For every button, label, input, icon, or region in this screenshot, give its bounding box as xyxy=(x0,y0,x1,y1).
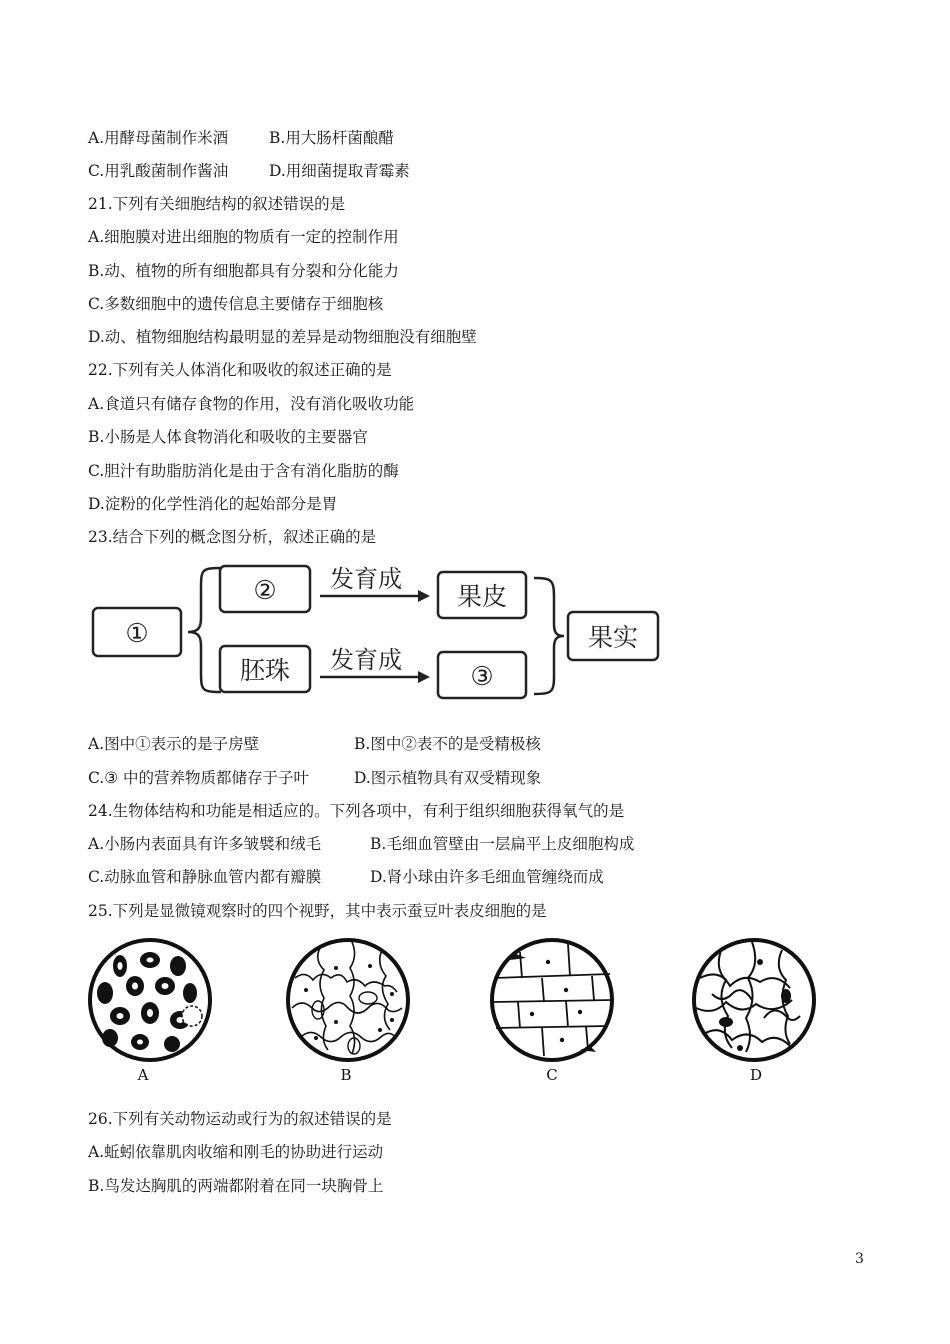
q22-option-a: A.食道只有储存食物的作用，没有消化吸收功能 xyxy=(88,395,415,413)
option-b: B.用大肠杆菌酿醋 xyxy=(269,129,394,147)
arrow-label-top: 发育成 xyxy=(330,565,402,593)
view-a-blood-cells xyxy=(90,940,210,1060)
ovule-label: 胚珠 xyxy=(239,656,291,685)
option-b: B.图中②表不的是受精极核 xyxy=(354,735,541,753)
view-a-label: A xyxy=(137,1066,149,1084)
node-1-label: ① xyxy=(125,619,149,649)
q21-option-c: C.多数细胞中的遗传信息主要储存于细胞核 xyxy=(88,295,384,313)
view-d-label: D xyxy=(749,1066,763,1084)
concept-map-diagram xyxy=(88,558,668,703)
option-a: A.用酵母菌制作米酒 xyxy=(88,129,229,147)
q22-option-c: C.胆汁有助脂肪消化是由于含有消化脂肪的酶 xyxy=(88,462,399,480)
left-brace xyxy=(188,568,221,692)
view-b-leaf-epidermis xyxy=(288,940,408,1060)
page-number: 3 xyxy=(855,1251,864,1267)
option-a: A.小肠内表面具有许多皱襞和绒毛 xyxy=(88,835,322,853)
q25-stem: 25.下列是显微镜观察时的四个视野，其中表示蚕豆叶表皮细胞的是 xyxy=(88,902,547,920)
q26-option-b: B.鸟发达胸肌的两端都附着在同一块胸骨上 xyxy=(88,1177,384,1195)
q22-stem: 22.下列有关人体消化和吸收的叙述正确的是 xyxy=(88,361,392,379)
fruit-label: 果实 xyxy=(587,623,639,652)
option-d: D.肾小球由许多毛细血管缠绕而成 xyxy=(370,868,604,886)
option-d: D.图示植物具有双受精现象 xyxy=(354,769,542,787)
option-d: D.用细菌提取青霉素 xyxy=(269,162,410,180)
arrow-label-bottom: 发育成 xyxy=(330,646,402,674)
view-b-label: B xyxy=(340,1066,352,1084)
q21-option-a: A.细胞膜对进出细胞的物质有一定的控制作用 xyxy=(88,228,399,246)
q21-option-d: D.动、植物细胞结构最明显的差异是动物细胞没有细胞壁 xyxy=(88,328,477,346)
q23-stem: 23.结合下列的概念图分析，叙述正确的是 xyxy=(88,528,377,546)
view-c-brick-cells xyxy=(492,940,612,1060)
microscope-views-figure xyxy=(80,938,840,1088)
q24-stem: 24.生物体结构和功能是相适应的。下列各项中，有利于组织细胞获得氧气的是 xyxy=(88,802,625,820)
option-a: A.图中①表示的是子房壁 xyxy=(88,735,260,753)
q26-stem: 26.下列有关动物运动或行为的叙述错误的是 xyxy=(88,1110,392,1128)
q22-option-b: B.小肠是人体食物消化和吸收的主要器官 xyxy=(88,428,368,446)
q22-option-d: D.淀粉的化学性消化的起始部分是胃 xyxy=(88,495,338,513)
q26-option-a: A.蚯蚓依靠肌肉收缩和刚毛的协助进行运动 xyxy=(88,1143,384,1161)
q21-option-b: B.动、植物的所有细胞都具有分裂和分化能力 xyxy=(88,262,399,280)
option-c: C.动脉血管和静脉血管内都有瓣膜 xyxy=(88,868,322,886)
arrow-head-bottom xyxy=(418,671,430,683)
q21-stem: 21.下列有关细胞结构的叙述错误的是 xyxy=(88,195,346,213)
node-3-label: ③ xyxy=(470,662,494,692)
option-c: C.③ 中的营养物质都储存于子叶 xyxy=(88,769,310,787)
node-2-label: ② xyxy=(253,576,277,606)
option-b: B.毛细血管壁由一层扁平上皮细胞构成 xyxy=(370,835,635,853)
view-d-network-cells xyxy=(694,940,814,1060)
option-c: C.用乳酸菌制作酱油 xyxy=(88,162,229,180)
arrow-head-top xyxy=(418,590,430,602)
right-brace xyxy=(534,578,564,694)
pericarp-label: 果皮 xyxy=(456,582,508,611)
view-c-label: C xyxy=(546,1066,558,1084)
